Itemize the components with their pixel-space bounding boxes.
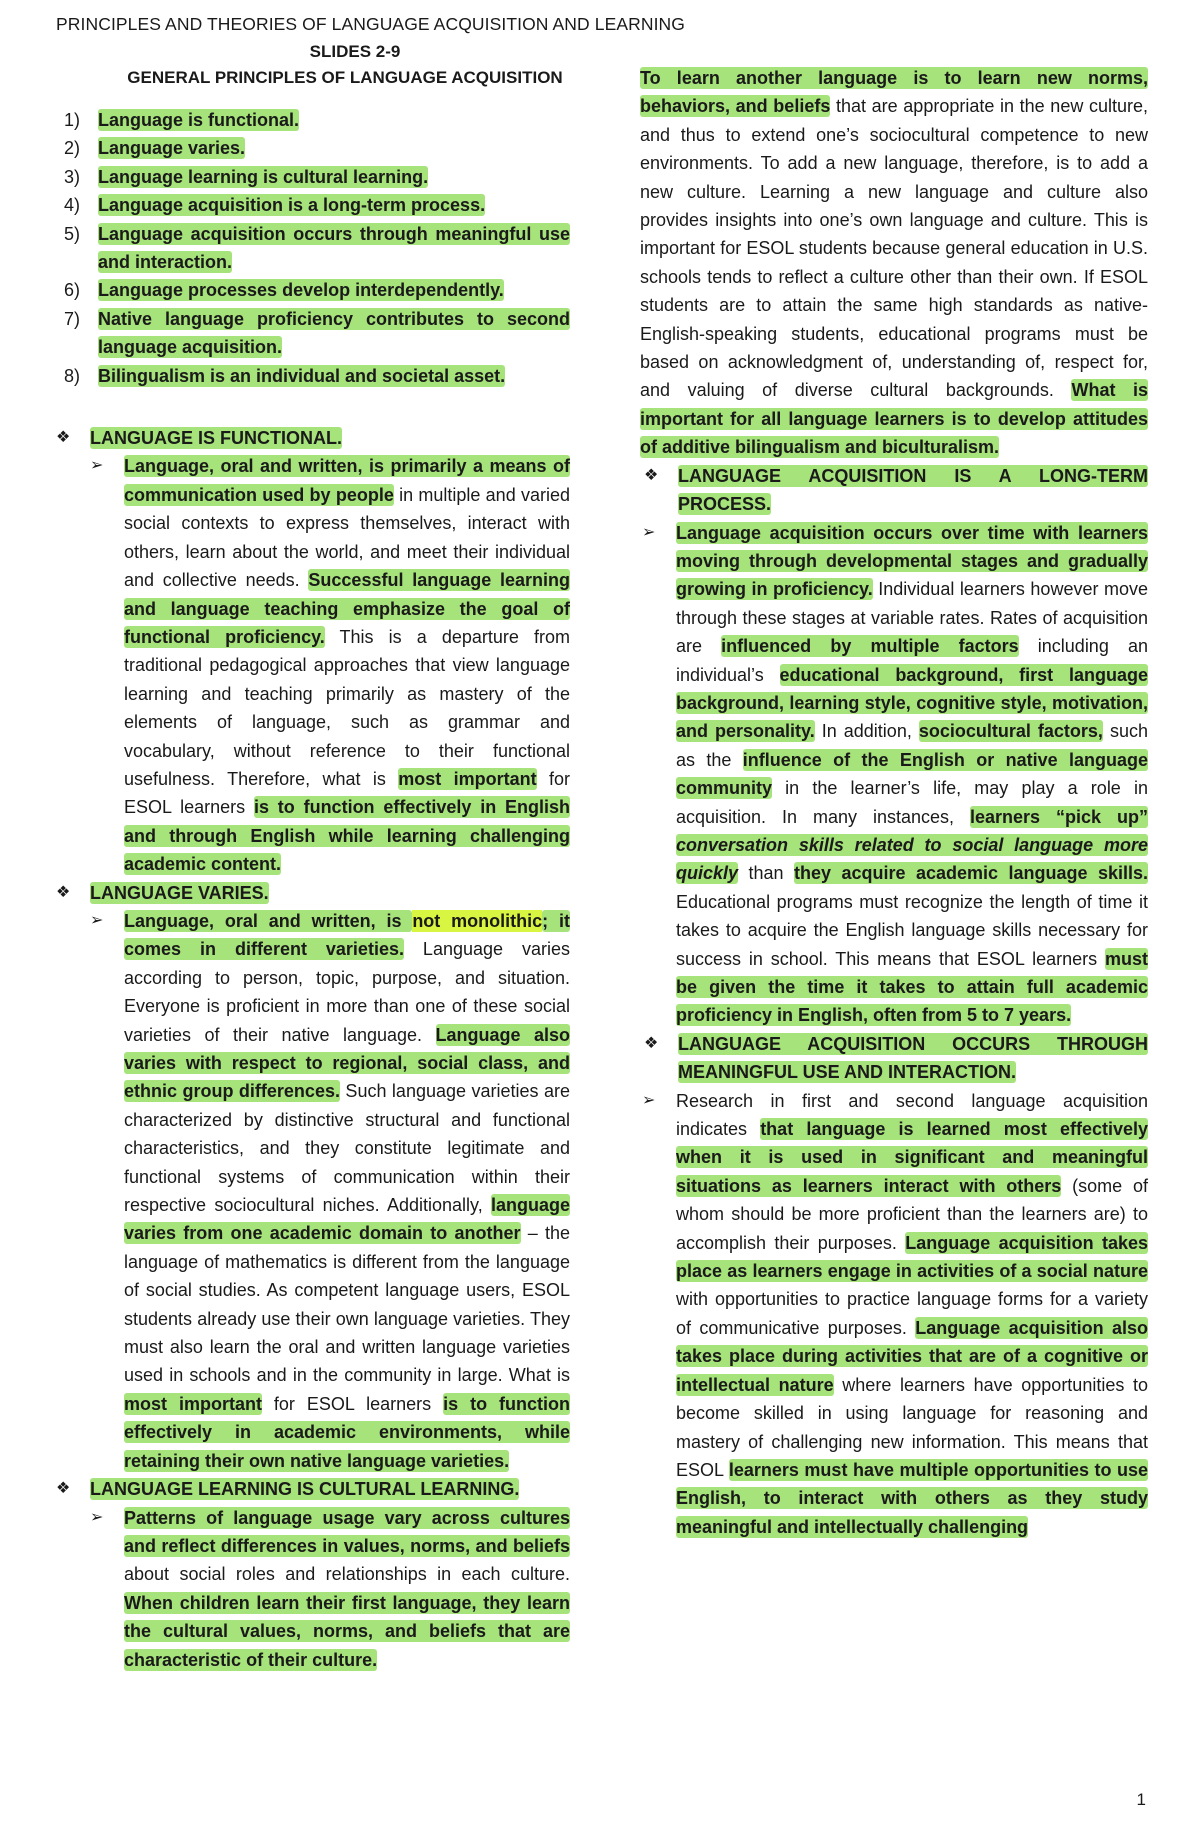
highlight: When children learn their first language, they learn the cultural values, norms, and beliefs that are characteristic of their culture. xyxy=(124,1592,570,1670)
arrow-bullet-icon: ➢ xyxy=(642,1091,656,1109)
highlight: To learn another language is to learn new norms, behaviors, and beliefs xyxy=(640,68,1148,117)
body-text: than xyxy=(738,863,794,884)
list-number: 1) xyxy=(64,110,81,130)
heading-text: LANGUAGE IS FUNCTIONAL. xyxy=(90,428,342,449)
list-number: 7) xyxy=(64,308,81,329)
list-item xyxy=(52,191,570,219)
heading-text: LANGUAGE LEARNING IS CULTURAL LEARNING. xyxy=(90,1479,520,1500)
highlight: influence of the English or native language community xyxy=(676,749,1148,799)
body-text: Research in first and second language acquisition indicates xyxy=(676,1090,1148,1140)
highlight: most important xyxy=(124,1393,262,1414)
body-text: about social roles and relationships in each culture. xyxy=(124,1564,570,1585)
body-text: for ESOL learners xyxy=(261,1393,444,1414)
arrow-bullet-icon: ➢ xyxy=(90,911,104,929)
body-text: in the learner’s life, may play a role in acquisition. In many instances, xyxy=(676,778,1148,827)
paragraph-varies xyxy=(52,907,570,1475)
highlight: Language acquisition also takes place during activities that are of a cognitive or intellectual nature xyxy=(676,1317,1148,1395)
list-text: Bilingualism is an individual and societal asset. xyxy=(98,365,506,386)
highlight: Patterns of language usage vary across cultures and reflect differences in values, norms, and beliefs xyxy=(124,1507,570,1556)
body-text: such as the xyxy=(676,721,1148,770)
arrow-bullet-icon: ➢ xyxy=(90,1508,104,1526)
page-number: 1 xyxy=(1136,1790,1146,1809)
list-item xyxy=(52,220,570,277)
highlight: learners must have multiple opportunities to use English, to interact with others as they study meaningful and intellectually challenging xyxy=(676,1459,1148,1537)
body-text: for ESOL learners xyxy=(124,768,570,818)
paragraph-longterm xyxy=(640,519,1148,1030)
highlight: must be given the time it takes to attain full academic proficiency in English, often from 5 to 7 years. xyxy=(676,948,1148,1026)
principles-list xyxy=(52,106,570,390)
highlight: they acquire academic language skills. xyxy=(794,863,1148,884)
paragraph-cultural-part1 xyxy=(52,1504,570,1674)
highlight-italic: conversation skills related to social language more quickly xyxy=(676,834,1148,884)
diamond-bullet-icon: ❖ xyxy=(644,466,659,484)
body-text: (some of whom should be more proficient than the learners are) to accomplish their purposes. xyxy=(676,1175,1148,1253)
highlight: ; it comes in different varieties. xyxy=(124,910,570,960)
list-text: Language varies. xyxy=(98,138,246,159)
section-subtitle: GENERAL PRINCIPLES OF LANGUAGE ACQUISITION xyxy=(127,68,563,87)
body-text: Such language varieties are characterized by distinctive structural and functional characteristics, and they constitute legitimate and functional systems of communication within their respective sociocultural niches. Additionally, xyxy=(124,1081,570,1216)
list-text: Native language proficiency contributes to second language acquisition. xyxy=(98,308,570,358)
body-text: Individual learners however move through these stages at variable rates. Rates of acquisition are xyxy=(676,579,1149,657)
heading-text: LANGUAGE VARIES. xyxy=(90,882,269,903)
heading-text: LANGUAGE ACQUISITION IS A LONG-TERM PROCESS. xyxy=(678,465,1148,515)
list-text: Language acquisition occurs through meaningful use and interaction. xyxy=(98,223,570,273)
highlight: Language, oral and written, is primarily a means of communication used by people xyxy=(124,456,570,505)
highlight: language varies from one academic domain to another xyxy=(124,1195,570,1244)
document-title: PRINCIPLES AND THEORIES OF LANGUAGE ACQUISITION AND LEARNING xyxy=(56,14,686,34)
section-heading-cultural xyxy=(52,1475,570,1503)
list-number: 6) xyxy=(64,280,81,301)
list-number: 3) xyxy=(64,166,81,187)
list-number: 4) xyxy=(64,195,81,216)
left-column xyxy=(52,106,570,1674)
diamond-bullet-icon: ❖ xyxy=(56,883,71,901)
highlight-yellow: not monolithic xyxy=(412,910,543,931)
diamond-bullet-icon: ❖ xyxy=(644,1034,659,1052)
highlight: Language, oral and written, is xyxy=(124,910,413,931)
body-text: in multiple and varied social contexts to express themselves, interact with others, learn about the world, and meet their individual and collective needs. xyxy=(124,484,570,591)
list-item xyxy=(52,163,570,191)
spacer xyxy=(52,390,570,424)
body-text: Language varies according to person, topic, purpose, and situation. Everyone is proficient in more than one of these social varieties of their native language. xyxy=(124,939,570,1045)
list-text: Language acquisition is a long-term process. xyxy=(98,195,486,216)
diamond-bullet-icon: ❖ xyxy=(56,429,71,447)
list-text: Language is functional. xyxy=(98,110,300,130)
paragraph-meaningful xyxy=(640,1087,1148,1542)
list-item xyxy=(52,106,570,134)
highlight: What is important for all language learners is to develop attitudes of additive bilingualism and biculturalism. xyxy=(640,380,1148,458)
body-text: where learners have opportunities to become skilled in using language for reasoning and mastery of challenging new information. This means that ESOL xyxy=(676,1374,1148,1480)
section-heading-longterm xyxy=(640,462,1148,519)
highlight: Language also varies with respect to regional, social class, and ethnic group differences. xyxy=(124,1024,570,1102)
list-item xyxy=(52,134,570,162)
section-heading-functional xyxy=(52,424,570,452)
highlight: educational background, first language background, learning style, cognitive style, motivation, and personality. xyxy=(676,664,1148,742)
list-item xyxy=(52,305,570,362)
arrow-bullet-icon: ➢ xyxy=(642,523,656,541)
highlight: most important xyxy=(398,768,537,789)
body-text: – the language of mathematics is different from the language of social studies. As competent language users, ESOL students already use their own language varieties. They must also learn the oral and written language varieties used in schools and in the community in large. What is xyxy=(124,1223,570,1386)
list-text: Language learning is cultural learning. xyxy=(98,166,429,187)
highlight: sociocultural factors, xyxy=(918,721,1103,742)
highlight: influenced by multiple factors xyxy=(721,636,1019,657)
highlight: is to function effectively in English and through English while learning challenging academic content. xyxy=(124,797,570,875)
highlight: is to function effectively in academic environments, while retaining their own native language varieties. xyxy=(124,1393,570,1471)
section-heading-varies xyxy=(52,879,570,907)
body-text: with opportunities to practice language forms for a variety of communicative purposes. xyxy=(676,1289,1148,1338)
highlight: that language is learned most effectively when it is used in significant and meaningful situations as learners interact with others xyxy=(676,1119,1148,1196)
body-text: including an individual’s xyxy=(676,636,1148,685)
body-text: In addition, xyxy=(814,721,919,742)
arrow-bullet-icon: ➢ xyxy=(90,457,104,475)
highlight: Language acquisition takes place as learners engage in activities of a social nature xyxy=(676,1232,1148,1282)
right-column xyxy=(640,64,1148,1541)
highlight: Language acquisition occurs over time with learners moving through developmental stages and gradually growing in proficiency. xyxy=(676,522,1148,600)
list-item xyxy=(52,362,570,390)
body-text: Educational programs must recognize the length of time it takes to acquire the English language skills necessary for success in school. This means that ESOL learners xyxy=(676,891,1148,969)
list-item xyxy=(52,276,570,304)
paragraph-cultural-part2 xyxy=(640,64,1148,462)
slides-label: SLIDES 2-9 xyxy=(309,42,401,61)
list-number: 8) xyxy=(64,365,81,386)
diamond-bullet-icon: ❖ xyxy=(56,1480,71,1498)
heading-text: LANGUAGE ACQUISITION OCCURS THROUGH MEANINGFUL USE AND INTERACTION. xyxy=(678,1033,1148,1083)
section-heading-meaningful xyxy=(640,1030,1148,1087)
list-number: 5) xyxy=(64,223,81,244)
paragraph-functional xyxy=(52,452,570,878)
list-text: Language processes develop interdependently. xyxy=(98,280,504,301)
list-number: 2) xyxy=(64,138,81,159)
highlight: learners “pick up” xyxy=(970,806,1148,827)
body-text: that are appropriate in the new culture, and thus to extend one’s sociocultural competence to new environments. To add a new language, therefore, is to add a new culture. Learning a new language and culture also provides insights into one’s own language and culture. This is important for ESOL students because general education in U.S. schools tends to reflect a culture other than their own. If ESOL students are to attain the same high standards as native-English-speaking students, educational programs must be based on acknowledgment of, understanding of, respect for, and valuing of diverse cultural backgrounds. xyxy=(640,96,1148,401)
highlight: Successful language learning and language teaching emphasize the goal of functional proficiency. xyxy=(124,570,571,647)
body-text: This is a departure from traditional pedagogical approaches that view language learning and teaching primarily as mastery of the elements of language, such as grammar and vocabulary, without reference to their functional usefulness. Therefore, what is xyxy=(124,626,570,789)
